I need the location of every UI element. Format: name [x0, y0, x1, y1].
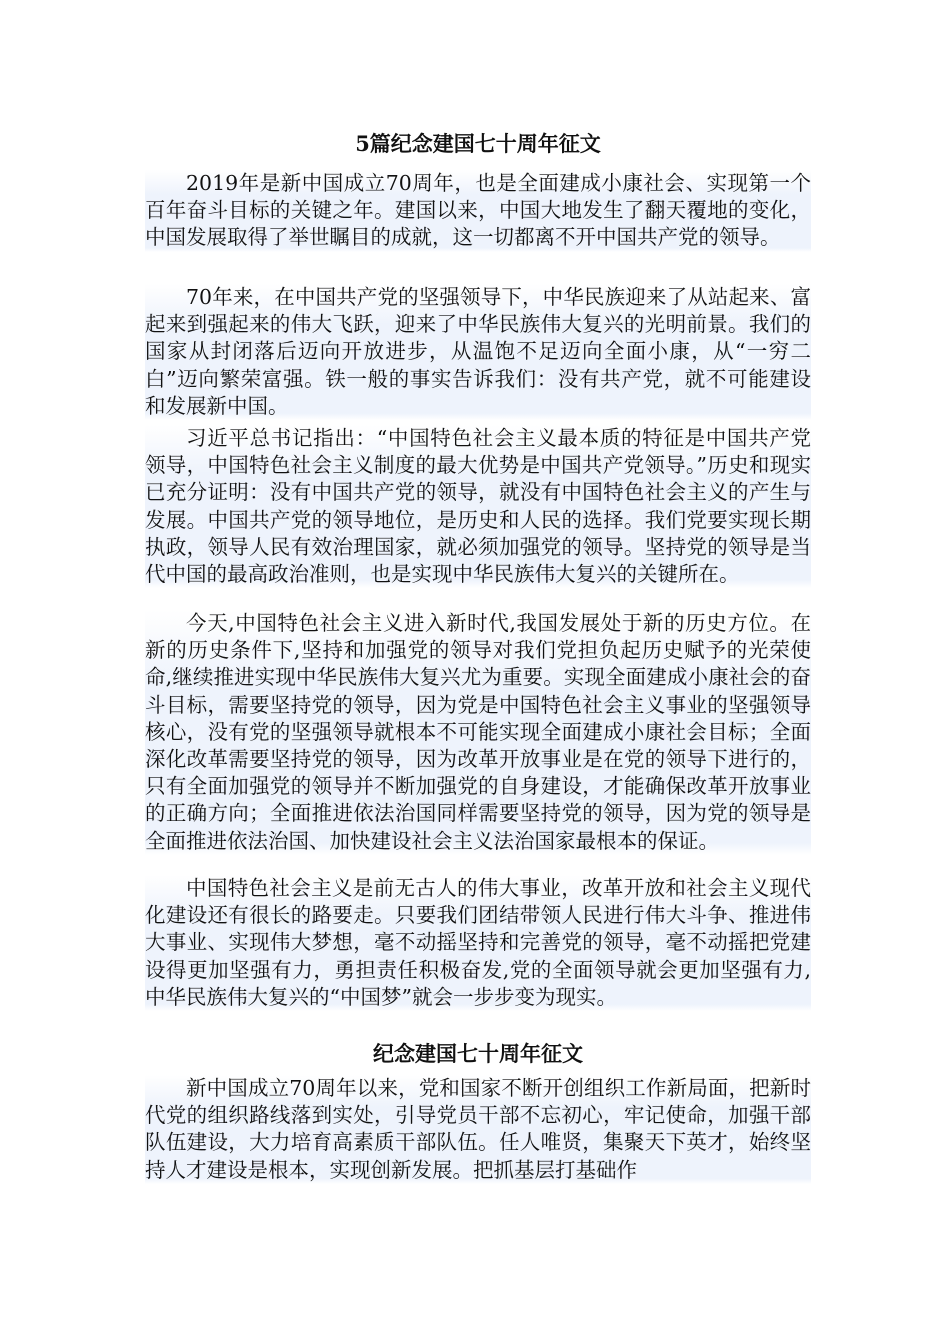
document-title: 5篇纪念建国七十周年征文	[355, 131, 601, 156]
paragraph-4: 今天,中国特色社会主义进入新时代,我国发展处于新的历史方位。在新的历史条件下,坚持和加强党的领导对我们党担负起历史赋予的光荣使命,继续推进实现中华民族伟大复兴尤为重要。实现全面建成小康社会的奋斗目标，需要坚持党的领导，因为党是中国特色社会主义事业的坚强领导核心，没有党的坚强领导就根本不可能实现全面建成小康社会目标；全面深化改革需要坚持党的领导，因为改革开放事业是在党的领导下进行的，只有全面加强党的领导并不断加强党的自身建设，才能确保改革开放事业的正确方向；全面推进依法治国同样需要坚持党的领导，因为党的领导是全面推进依法治国、加快建设社会主义法治国家最根本的保证。	[145, 610, 811, 855]
paragraph-1: 2019年是新中国成立70周年，也是全面建成小康社会、实现第一个百年奋斗目标的关键之年。建国以来，中国大地发生了翻天覆地的变化，中国发展取得了举世瞩目的成就，这一切都离不开中国共产党的领导。	[145, 170, 811, 252]
section-title: 纪念建国七十周年征文	[373, 1041, 583, 1066]
paragraph-3: 习近平总书记指出：“中国特色社会主义最本质的特征是中国共产党领导，中国特色社会主义制度的最大优势是中国共产党领导。”历史和现实已充分证明：没有中国共产党的领导，就没有中国特色社会主义的产生与发展。中国共产党的领导地位，是历史和人民的选择。我们党要实现长期执政，领导人民有效治理国家，就必须加强党的领导。坚持党的领导是当代中国的最高政治准则，也是实现中华民族伟大复兴的关键所在。	[145, 425, 811, 588]
paragraph-5: 中国特色社会主义是前无古人的伟大事业，改革开放和社会主义现代化建设还有很长的路要走。只要我们团结带领人民进行伟大斗争、推进伟大事业、实现伟大梦想，毫不动摇坚持和完善党的领导，毫不动摇把党建设得更加坚强有力，勇担责任积极奋发,党的全面领导就会更加坚强有力,中华民族伟大复兴的“中国梦”就会一步步变为现实。	[145, 875, 811, 1011]
paragraph-2: 70年来，在中国共产党的坚强领导下，中华民族迎来了从站起来、富起来到强起来的伟大飞跃，迎来了中华民族伟大复兴的光明前景。我们的国家从封闭落后迈向开放进步，从温饱不足迈向全面小康，从“一穷二白”迈向繁荣富强。铁一般的事实告诉我们：没有共产党，就不可能建设和发展新中国。	[145, 284, 811, 420]
paragraph-6: 新中国成立70周年以来，党和国家不断开创组织工作新局面，把新时代党的组织路线落到实处，引导党员干部不忘初心，牢记使命，加强干部队伍建设，大力培育高素质干部队伍。任人唯贤，集聚天下英才，始终坚持人才建设是根本，实现创新发展。把抓基层打基础作	[145, 1075, 811, 1184]
